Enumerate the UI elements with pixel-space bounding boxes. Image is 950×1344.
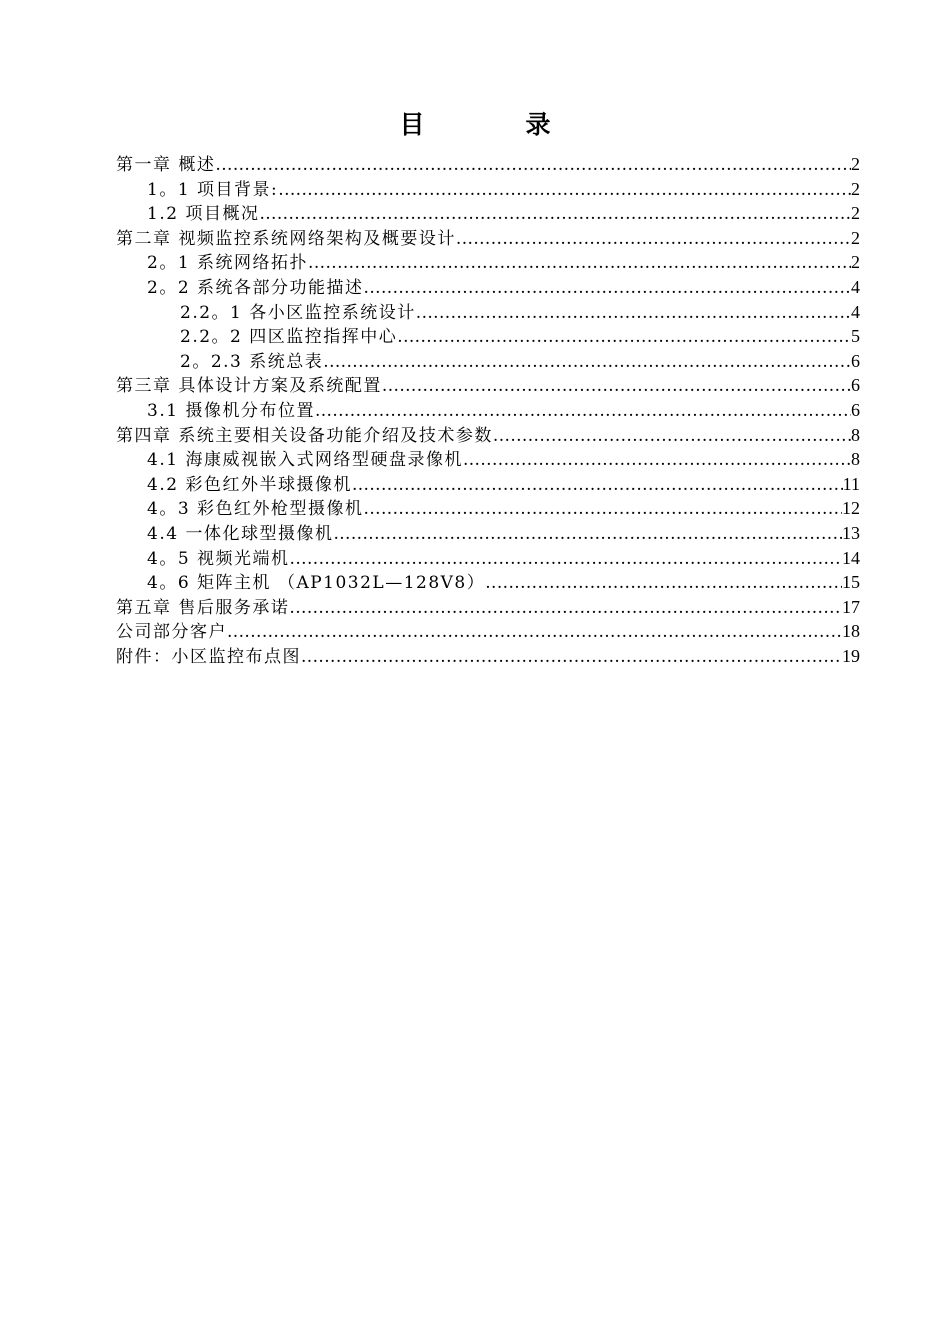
toc-entry[interactable] xyxy=(116,324,860,349)
toc-entry-page: 11 xyxy=(842,473,860,494)
toc-entry-text: 第三章 具体设计方案及系统配置 xyxy=(116,376,382,397)
toc-entry[interactable] xyxy=(116,275,860,300)
dot-leader xyxy=(289,596,842,620)
toc-entry-page: 2 xyxy=(851,154,860,174)
toc-entry-page: 6 xyxy=(851,375,860,396)
toc-entry-text: 附件：小区监控布点图 xyxy=(116,646,301,667)
dot-leader xyxy=(227,620,842,644)
toc-entry-page: 6 xyxy=(851,399,860,420)
toc-entry[interactable] xyxy=(116,373,860,398)
toc-entry[interactable] xyxy=(116,349,860,374)
toc-entry-text: 第五章 售后服务承诺 xyxy=(116,597,290,618)
toc-entry-page: 18 xyxy=(842,621,860,642)
toc-entry-text: 4。3 彩色红外枪型摄像机 xyxy=(147,499,364,520)
toc-entry-page: 12 xyxy=(842,498,860,519)
toc-entry-page: 5 xyxy=(851,326,860,347)
toc-entry[interactable] xyxy=(116,201,860,226)
toc-entry-text: 第一章 概述 xyxy=(116,155,216,175)
toc-entry[interactable] xyxy=(116,177,860,202)
dot-leader xyxy=(333,522,842,546)
toc-entry-page: 2 xyxy=(851,178,860,199)
toc-entry-text: 1。1 项目背景: xyxy=(147,179,279,200)
toc-entry-page: 15 xyxy=(842,572,860,593)
toc-entry-text: 第二章 视频监控系统网络架构及概要设计 xyxy=(116,228,456,249)
toc-entry-page: 2 xyxy=(851,227,860,248)
toc-entry-text: 4.2 彩色红外半球摄像机 xyxy=(147,474,352,495)
toc-entry-text: 4.4 一体化球型摄像机 xyxy=(147,523,334,544)
dot-leader xyxy=(215,153,851,177)
toc-entry[interactable] xyxy=(116,152,860,177)
toc-entry[interactable] xyxy=(116,570,860,595)
dot-leader xyxy=(352,473,843,497)
toc-entry-page: 4 xyxy=(851,276,860,297)
toc-entry-page: 4 xyxy=(851,301,860,322)
toc-entry-page: 2 xyxy=(851,203,860,224)
toc-entry[interactable] xyxy=(116,595,860,620)
toc-entry-text: 2.2。1 各小区监控系统设计 xyxy=(180,302,416,323)
table-of-contents xyxy=(116,152,860,668)
toc-title: 目 录 xyxy=(399,110,589,139)
dot-leader xyxy=(397,325,851,349)
toc-entry-text: 2。2 系统各部分功能描述 xyxy=(147,277,364,298)
toc-entry[interactable] xyxy=(116,546,860,571)
toc-entry-text: 4。6 矩阵主机 （AP1032L—128V8） xyxy=(147,573,486,594)
toc-entry-page: 6 xyxy=(851,350,860,371)
dot-leader xyxy=(301,645,842,669)
dot-leader xyxy=(308,251,851,275)
toc-entry[interactable] xyxy=(116,250,860,275)
toc-entry-text: 2.2。2 四区监控指挥中心 xyxy=(180,327,398,348)
dot-leader xyxy=(364,276,851,300)
toc-entry-page: 8 xyxy=(851,449,860,470)
toc-entry[interactable] xyxy=(116,423,860,448)
toc-entry-text: 4。5 视频光端机 xyxy=(147,548,290,569)
toc-entry[interactable] xyxy=(116,226,860,251)
toc-entry[interactable] xyxy=(116,619,860,644)
toc-entry-text: 第四章 系统主要相关设备功能介绍及技术参数 xyxy=(116,425,493,446)
toc-entry-text: 公司部分客户 xyxy=(116,622,227,643)
toc-entry-page: 19 xyxy=(842,645,860,666)
toc-entry[interactable] xyxy=(116,398,860,423)
toc-entry-page: 17 xyxy=(842,596,860,617)
dot-leader xyxy=(364,497,842,521)
toc-entry-text: 3.1 摄像机分布位置 xyxy=(147,400,315,421)
toc-entry[interactable] xyxy=(116,521,860,546)
dot-leader xyxy=(416,301,851,325)
dot-leader xyxy=(485,571,842,595)
dot-leader xyxy=(278,178,851,202)
dot-leader xyxy=(290,547,842,571)
toc-entry-text: 2。1 系统网络拓扑 xyxy=(147,253,309,274)
toc-entry-text: 4.1 海康威视嵌入式网络型硬盘录像机 xyxy=(147,450,463,471)
dot-leader xyxy=(463,448,851,472)
dot-leader xyxy=(382,374,851,398)
toc-entry-page: 13 xyxy=(842,522,860,543)
dot-leader xyxy=(493,424,851,448)
toc-entry[interactable] xyxy=(116,472,860,497)
dot-leader xyxy=(456,227,851,251)
dot-leader xyxy=(259,202,851,226)
toc-entry-text: 2。2.3 系统总表 xyxy=(180,351,324,372)
toc-entry[interactable] xyxy=(116,644,860,669)
toc-entry[interactable] xyxy=(116,496,860,521)
toc-entry-page: 8 xyxy=(851,424,860,445)
toc-entry-page: 14 xyxy=(842,547,860,568)
dot-leader xyxy=(315,399,851,423)
toc-entry-text: 1.2 项目概况 xyxy=(147,204,260,225)
toc-entry[interactable] xyxy=(116,447,860,472)
dot-leader xyxy=(323,350,851,374)
toc-entry[interactable] xyxy=(116,300,860,325)
toc-entry-page: 2 xyxy=(851,252,860,273)
